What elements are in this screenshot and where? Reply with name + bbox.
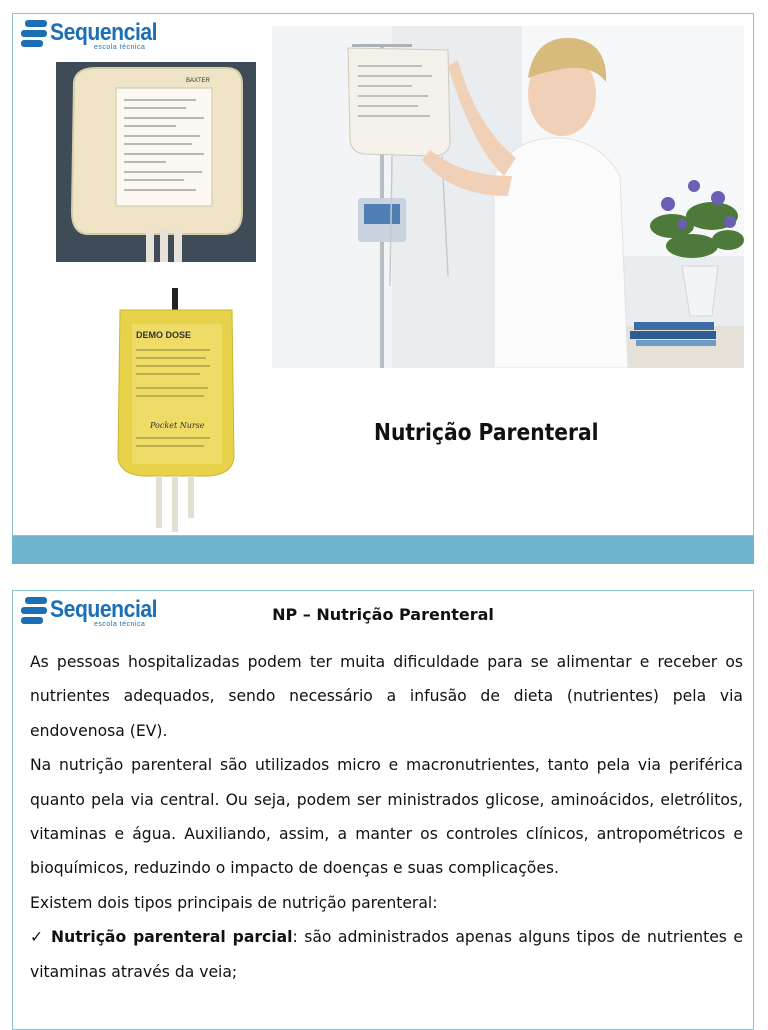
content-body — [30, 645, 743, 989]
checkmark-icon: ✓ — [30, 928, 45, 947]
bullet-item — [30, 920, 743, 989]
yellow-bag-maker: Pocket Nurse — [150, 421, 205, 430]
bullet-term: Nutrição parenteral parcial — [51, 928, 293, 947]
content-title: NP – Nutrição Parenteral — [272, 605, 494, 624]
nurse-photo — [272, 26, 744, 368]
logo-subtitle: escola técnica — [94, 44, 146, 51]
slide-content — [12, 590, 754, 1030]
cover-title: Nutrição Parenteral — [374, 420, 599, 446]
bullet-text: : são administrados apenas alguns tipos de nutrientes e vitaminas através da veia; — [30, 928, 743, 981]
logo-mark-icon — [21, 20, 47, 48]
cover-accent-bar — [12, 536, 754, 564]
yellow-bag-brand: DEMO DOSE — [136, 330, 192, 340]
bag-brand-label: BAXTER — [186, 78, 211, 84]
logo-name: Sequencial — [50, 596, 158, 623]
logo — [21, 20, 172, 51]
paragraph: Existem dois tipos principais de nutrição parenteral: — [30, 893, 438, 912]
parenteral-bag-photo — [56, 62, 256, 262]
paragraph: As pessoas hospitalizadas podem ter muita dificuldade para se alimentar e receber os nutrientes adequados, sendo necessário a infusão de dieta (nutrientes) pela via endovenosa (EV). — [30, 653, 743, 740]
logo-subtitle: escola técnica — [94, 621, 146, 628]
logo-name: Sequencial — [50, 19, 158, 46]
paragraph: Na nutrição parenteral são utilizados micro e macronutrientes, tanto pela via periférica quanto pela via central. Ou seja, podem ser ministrados glicose, aminoácidos, eletrólitos, vitaminas e água. Auxiliando, assim, a manter os controles clínicos, antropométricos e bioquímicos, reduzindo o impacto de doenças e suas complicações. — [30, 756, 743, 878]
yellow-iv-bag-photo — [110, 288, 242, 532]
